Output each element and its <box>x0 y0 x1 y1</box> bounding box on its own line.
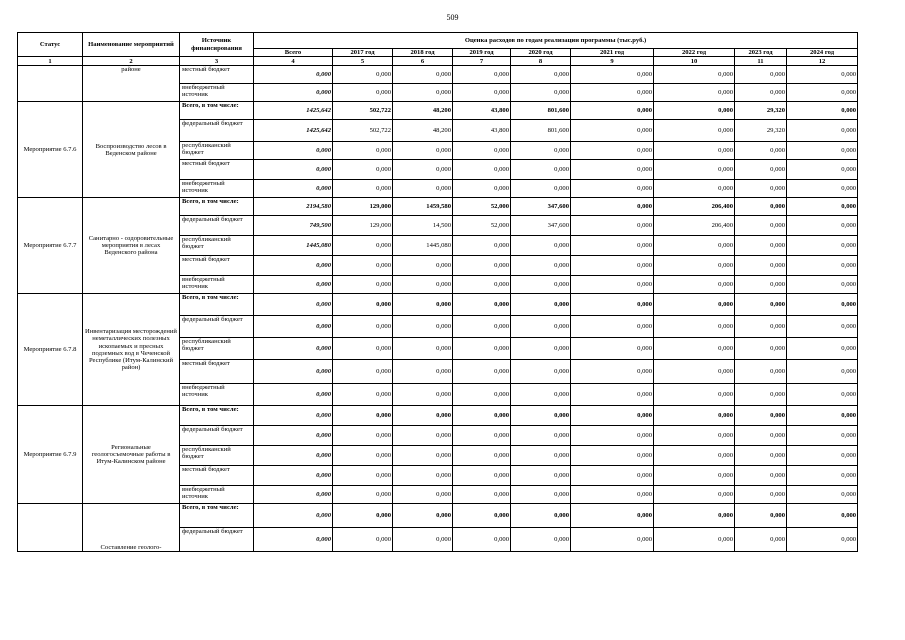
funding-source-cell: федеральный бюджет <box>180 120 254 142</box>
year-value-cell: 0,000 <box>511 294 571 316</box>
year-value-cell: 0,000 <box>453 486 511 504</box>
year-value-cell: 0,000 <box>654 276 735 294</box>
header-year: 2019 год <box>453 49 511 57</box>
year-value-cell: 48,200 <box>393 102 453 120</box>
measure-name-cell: Инвентаризация месторождений неметаллических полезных ископаемых и пресных подземных вод в Чеченской Республике (Итум-Калинский район) <box>83 294 180 406</box>
year-value-cell: 0,000 <box>393 276 453 294</box>
year-value-cell: 0,000 <box>453 276 511 294</box>
year-value-cell: 0,000 <box>735 528 787 552</box>
year-value-cell: 0,000 <box>735 360 787 384</box>
total-value-cell: 0,000 <box>254 84 333 102</box>
year-value-cell: 0,000 <box>453 256 511 276</box>
funding-source-cell: федеральный бюджет <box>180 216 254 236</box>
year-value-cell: 0,000 <box>393 180 453 198</box>
year-value-cell: 0,000 <box>735 160 787 180</box>
year-value-cell: 129,000 <box>333 216 393 236</box>
total-value-cell: 0,000 <box>254 446 333 466</box>
year-value-cell: 0,000 <box>453 384 511 406</box>
year-value-cell: 347,600 <box>511 198 571 216</box>
year-value-cell: 0,000 <box>735 406 787 426</box>
column-number: 4 <box>254 57 333 66</box>
funding-source-cell: местный бюджет <box>180 466 254 486</box>
total-value-cell: 0,000 <box>254 142 333 160</box>
year-value-cell: 0,000 <box>787 276 858 294</box>
year-value-cell: 0,000 <box>333 466 393 486</box>
measure-name-cell: районе <box>83 66 180 102</box>
funding-source-cell: республиканский бюджет <box>180 446 254 466</box>
year-value-cell: 0,000 <box>511 466 571 486</box>
funding-source-cell: местный бюджет <box>180 256 254 276</box>
year-value-cell: 0,000 <box>571 504 654 528</box>
year-value-cell: 0,000 <box>453 466 511 486</box>
year-value-cell: 0,000 <box>511 236 571 256</box>
total-value-cell: 0,000 <box>254 384 333 406</box>
total-value-cell: 0,000 <box>254 406 333 426</box>
year-value-cell: 0,000 <box>787 102 858 120</box>
measure-name-cell: Составление геолого- <box>83 504 180 552</box>
year-value-cell: 0,000 <box>393 256 453 276</box>
year-value-cell: 0,000 <box>735 294 787 316</box>
year-value-cell: 0,000 <box>511 316 571 338</box>
year-value-cell: 0,000 <box>333 360 393 384</box>
year-value-cell: 0,000 <box>787 216 858 236</box>
column-number: 2 <box>83 57 180 66</box>
year-value-cell: 0,000 <box>735 338 787 360</box>
year-value-cell: 0,000 <box>393 294 453 316</box>
year-value-cell: 0,000 <box>511 406 571 426</box>
year-value-cell: 0,000 <box>654 236 735 256</box>
year-value-cell: 0,000 <box>333 338 393 360</box>
year-value-cell: 0,000 <box>735 180 787 198</box>
header-year: 2017 год <box>333 49 393 57</box>
header-year: 2023 год <box>735 49 787 57</box>
funding-source-cell: Всего, в том числе: <box>180 294 254 316</box>
header-year: 2020 год <box>511 49 571 57</box>
total-value-cell: 1445,080 <box>254 236 333 256</box>
year-value-cell: 502,722 <box>333 102 393 120</box>
funding-source-cell: федеральный бюджет <box>180 528 254 552</box>
header-year: 2024 год <box>787 49 858 57</box>
funding-source-cell: местный бюджет <box>180 66 254 84</box>
year-value-cell: 0,000 <box>393 446 453 466</box>
year-value-cell: 0,000 <box>735 256 787 276</box>
year-value-cell: 0,000 <box>654 528 735 552</box>
year-value-cell: 0,000 <box>571 338 654 360</box>
year-value-cell: 801,600 <box>511 102 571 120</box>
year-value-cell: 0,000 <box>571 466 654 486</box>
year-value-cell: 0,000 <box>453 360 511 384</box>
expenditure-table <box>17 32 858 552</box>
total-value-cell: 2194,580 <box>254 198 333 216</box>
year-value-cell: 0,000 <box>453 504 511 528</box>
funding-source-cell: Всего, в том числе: <box>180 406 254 426</box>
year-value-cell: 0,000 <box>393 426 453 446</box>
column-number: 10 <box>654 57 735 66</box>
year-value-cell: 52,000 <box>453 216 511 236</box>
year-value-cell: 206,400 <box>654 198 735 216</box>
year-value-cell: 0,000 <box>654 256 735 276</box>
year-value-cell: 0,000 <box>735 276 787 294</box>
year-value-cell: 0,000 <box>511 66 571 84</box>
year-value-cell: 0,000 <box>654 160 735 180</box>
status-cell <box>18 66 83 102</box>
table-row <box>18 504 858 528</box>
year-value-cell: 0,000 <box>787 528 858 552</box>
year-value-cell: 29,320 <box>735 102 787 120</box>
year-value-cell: 0,000 <box>735 142 787 160</box>
year-value-cell: 43,800 <box>453 102 511 120</box>
total-value-cell: 0,000 <box>254 316 333 338</box>
total-value-cell: 0,000 <box>254 180 333 198</box>
header-source: Источник финансирования <box>180 33 254 57</box>
funding-source-cell: местный бюджет <box>180 360 254 384</box>
year-value-cell: 0,000 <box>511 384 571 406</box>
year-value-cell: 0,000 <box>453 338 511 360</box>
column-number: 6 <box>393 57 453 66</box>
year-value-cell: 0,000 <box>654 486 735 504</box>
year-value-cell: 0,000 <box>654 360 735 384</box>
year-value-cell: 0,000 <box>787 236 858 256</box>
year-value-cell: 48,200 <box>393 120 453 142</box>
header-year: 2022 год <box>654 49 735 57</box>
status-cell: Мероприятие 6.7.8 <box>18 294 83 406</box>
year-value-cell: 0,000 <box>453 294 511 316</box>
year-value-cell: 0,000 <box>571 236 654 256</box>
measure-name-cell: Региональные геологосъемочные работы в Итум-Калинском районе <box>83 406 180 504</box>
year-value-cell: 0,000 <box>571 84 654 102</box>
year-value-cell: 0,000 <box>571 256 654 276</box>
year-value-cell: 0,000 <box>571 316 654 338</box>
year-value-cell: 0,000 <box>735 198 787 216</box>
year-value-cell: 0,000 <box>571 294 654 316</box>
year-value-cell: 0,000 <box>511 504 571 528</box>
year-value-cell: 0,000 <box>654 384 735 406</box>
year-value-cell: 0,000 <box>393 504 453 528</box>
year-value-cell: 0,000 <box>393 338 453 360</box>
year-value-cell: 0,000 <box>393 406 453 426</box>
funding-source-cell: Всего, в том числе: <box>180 504 254 528</box>
year-value-cell: 0,000 <box>654 426 735 446</box>
year-value-cell: 0,000 <box>453 528 511 552</box>
table-row <box>18 294 858 316</box>
year-value-cell: 0,000 <box>393 486 453 504</box>
year-value-cell: 0,000 <box>511 142 571 160</box>
year-value-cell: 0,000 <box>511 276 571 294</box>
total-value-cell: 0,000 <box>254 360 333 384</box>
year-value-cell: 0,000 <box>654 316 735 338</box>
total-value-cell: 1425,642 <box>254 102 333 120</box>
year-value-cell: 0,000 <box>571 406 654 426</box>
year-value-cell: 502,722 <box>333 120 393 142</box>
total-value-cell: 0,000 <box>254 486 333 504</box>
year-value-cell: 0,000 <box>654 120 735 142</box>
total-value-cell: 1425,642 <box>254 120 333 142</box>
year-value-cell: 0,000 <box>333 84 393 102</box>
year-value-cell: 0,000 <box>333 142 393 160</box>
column-number: 3 <box>180 57 254 66</box>
year-value-cell: 0,000 <box>333 446 393 466</box>
year-value-cell: 43,800 <box>453 120 511 142</box>
year-value-cell: 0,000 <box>333 236 393 256</box>
year-value-cell: 0,000 <box>735 446 787 466</box>
year-value-cell: 0,000 <box>511 338 571 360</box>
year-value-cell: 0,000 <box>787 294 858 316</box>
year-value-cell: 0,000 <box>571 276 654 294</box>
funding-source-cell: местный бюджет <box>180 160 254 180</box>
year-value-cell: 0,000 <box>333 504 393 528</box>
year-value-cell: 0,000 <box>654 102 735 120</box>
year-value-cell: 0,000 <box>571 198 654 216</box>
table-row <box>18 66 858 84</box>
funding-source-cell: республиканский бюджет <box>180 338 254 360</box>
column-number: 9 <box>571 57 654 66</box>
year-value-cell: 0,000 <box>571 180 654 198</box>
year-value-cell: 0,000 <box>787 160 858 180</box>
year-value-cell: 0,000 <box>654 180 735 198</box>
total-value-cell: 0,000 <box>254 294 333 316</box>
year-value-cell: 0,000 <box>735 426 787 446</box>
year-value-cell: 0,000 <box>654 142 735 160</box>
year-value-cell: 0,000 <box>654 446 735 466</box>
year-value-cell: 0,000 <box>511 528 571 552</box>
measure-name-cell: Воспроизводство лесов в Веденском районе <box>83 102 180 198</box>
header-total: Всего <box>254 49 333 57</box>
column-number: 5 <box>333 57 393 66</box>
year-value-cell: 52,000 <box>453 198 511 216</box>
total-value-cell: 0,000 <box>254 160 333 180</box>
table-row <box>18 406 858 426</box>
page-number: 509 <box>446 13 459 22</box>
funding-source-cell: Всего, в том числе: <box>180 198 254 216</box>
total-value-cell: 0,000 <box>254 66 333 84</box>
year-value-cell: 0,000 <box>571 486 654 504</box>
year-value-cell: 0,000 <box>333 486 393 504</box>
funding-source-cell: внебюджетный источник <box>180 384 254 406</box>
year-value-cell: 0,000 <box>453 316 511 338</box>
year-value-cell: 0,000 <box>453 180 511 198</box>
year-value-cell: 0,000 <box>735 236 787 256</box>
column-number: 11 <box>735 57 787 66</box>
column-number: 7 <box>453 57 511 66</box>
year-value-cell: 0,000 <box>511 180 571 198</box>
year-value-cell: 347,600 <box>511 216 571 236</box>
measure-name-cell: Санитарно - оздоровительные мероприятия в лесах Веденского района <box>83 198 180 294</box>
year-value-cell: 0,000 <box>654 66 735 84</box>
funding-source-cell: республиканский бюджет <box>180 142 254 160</box>
year-value-cell: 0,000 <box>511 84 571 102</box>
year-value-cell: 0,000 <box>654 406 735 426</box>
header-name: Наименование мероприятий <box>83 33 180 57</box>
year-value-cell: 0,000 <box>654 84 735 102</box>
year-value-cell: 0,000 <box>453 426 511 446</box>
year-value-cell: 0,000 <box>787 120 858 142</box>
year-value-cell: 0,000 <box>393 360 453 384</box>
year-value-cell: 0,000 <box>735 66 787 84</box>
year-value-cell: 0,000 <box>393 142 453 160</box>
year-value-cell: 801,600 <box>511 120 571 142</box>
year-value-cell: 0,000 <box>571 384 654 406</box>
year-value-cell: 0,000 <box>453 160 511 180</box>
total-value-cell: 0,000 <box>254 528 333 552</box>
year-value-cell: 129,000 <box>333 198 393 216</box>
year-value-cell: 0,000 <box>571 102 654 120</box>
funding-source-cell: внебюджетный источник <box>180 276 254 294</box>
total-value-cell: 749,500 <box>254 216 333 236</box>
year-value-cell: 0,000 <box>787 316 858 338</box>
year-value-cell: 0,000 <box>654 338 735 360</box>
year-value-cell: 0,000 <box>393 466 453 486</box>
year-value-cell: 0,000 <box>571 360 654 384</box>
column-number: 12 <box>787 57 858 66</box>
year-value-cell: 0,000 <box>787 360 858 384</box>
total-value-cell: 0,000 <box>254 256 333 276</box>
year-value-cell: 0,000 <box>453 406 511 426</box>
year-value-cell: 0,000 <box>787 142 858 160</box>
year-value-cell: 0,000 <box>571 120 654 142</box>
year-value-cell: 0,000 <box>393 316 453 338</box>
year-value-cell: 0,000 <box>735 316 787 338</box>
total-value-cell: 0,000 <box>254 276 333 294</box>
total-value-cell: 0,000 <box>254 426 333 446</box>
year-value-cell: 0,000 <box>787 446 858 466</box>
year-value-cell: 0,000 <box>511 160 571 180</box>
total-value-cell: 0,000 <box>254 504 333 528</box>
year-value-cell: 0,000 <box>393 84 453 102</box>
funding-source-cell: федеральный бюджет <box>180 316 254 338</box>
header-year: 2018 год <box>393 49 453 57</box>
funding-source-cell: республиканский бюджет <box>180 236 254 256</box>
year-value-cell: 0,000 <box>333 316 393 338</box>
year-value-cell: 0,000 <box>453 66 511 84</box>
year-value-cell: 29,320 <box>735 120 787 142</box>
year-value-cell: 0,000 <box>453 236 511 256</box>
year-value-cell: 0,000 <box>654 504 735 528</box>
year-value-cell: 0,000 <box>333 180 393 198</box>
year-value-cell: 0,000 <box>787 504 858 528</box>
total-value-cell: 0,000 <box>254 338 333 360</box>
year-value-cell: 14,500 <box>393 216 453 236</box>
year-value-cell: 0,000 <box>735 384 787 406</box>
year-value-cell: 0,000 <box>571 66 654 84</box>
year-value-cell: 0,000 <box>393 160 453 180</box>
year-value-cell: 1459,580 <box>393 198 453 216</box>
year-value-cell: 0,000 <box>735 486 787 504</box>
year-value-cell: 0,000 <box>735 466 787 486</box>
year-value-cell: 0,000 <box>735 84 787 102</box>
year-value-cell: 0,000 <box>787 426 858 446</box>
year-value-cell: 0,000 <box>393 384 453 406</box>
year-value-cell: 0,000 <box>571 446 654 466</box>
year-value-cell: 206,400 <box>654 216 735 236</box>
year-value-cell: 0,000 <box>453 84 511 102</box>
total-value-cell: 0,000 <box>254 466 333 486</box>
column-number: 1 <box>18 57 83 66</box>
status-cell: Мероприятие 6.7.9 <box>18 406 83 504</box>
year-value-cell: 0,000 <box>333 528 393 552</box>
year-value-cell: 0,000 <box>787 180 858 198</box>
year-value-cell: 0,000 <box>735 504 787 528</box>
year-value-cell: 0,000 <box>511 256 571 276</box>
year-value-cell: 1445,080 <box>393 236 453 256</box>
year-value-cell: 0,000 <box>571 142 654 160</box>
year-value-cell: 0,000 <box>333 406 393 426</box>
status-cell: Мероприятие 6.7.6 <box>18 102 83 198</box>
table-row <box>18 198 858 216</box>
column-number: 8 <box>511 57 571 66</box>
year-value-cell: 0,000 <box>654 294 735 316</box>
year-value-cell: 0,000 <box>393 66 453 84</box>
year-value-cell: 0,000 <box>511 426 571 446</box>
year-value-cell: 0,000 <box>787 66 858 84</box>
year-value-cell: 0,000 <box>511 486 571 504</box>
year-value-cell: 0,000 <box>333 384 393 406</box>
year-value-cell: 0,000 <box>511 446 571 466</box>
funding-source-cell: внебюджетный источник <box>180 84 254 102</box>
year-value-cell: 0,000 <box>571 216 654 236</box>
year-value-cell: 0,000 <box>787 466 858 486</box>
year-value-cell: 0,000 <box>333 294 393 316</box>
header-status: Статус <box>18 33 83 57</box>
year-value-cell: 0,000 <box>787 384 858 406</box>
status-cell: Мероприятие 6.7.7 <box>18 198 83 294</box>
year-value-cell: 0,000 <box>735 216 787 236</box>
year-value-cell: 0,000 <box>787 338 858 360</box>
year-value-cell: 0,000 <box>787 256 858 276</box>
year-value-cell: 0,000 <box>333 256 393 276</box>
table-row <box>18 102 858 120</box>
year-value-cell: 0,000 <box>787 406 858 426</box>
year-value-cell: 0,000 <box>453 142 511 160</box>
status-cell <box>18 504 83 552</box>
funding-source-cell: федеральный бюджет <box>180 426 254 446</box>
year-value-cell: 0,000 <box>453 446 511 466</box>
year-value-cell: 0,000 <box>333 66 393 84</box>
year-value-cell: 0,000 <box>654 466 735 486</box>
funding-source-cell: Всего, в том числе: <box>180 102 254 120</box>
year-value-cell: 0,000 <box>787 84 858 102</box>
year-value-cell: 0,000 <box>787 486 858 504</box>
year-value-cell: 0,000 <box>787 198 858 216</box>
year-value-cell: 0,000 <box>571 528 654 552</box>
year-value-cell: 0,000 <box>333 160 393 180</box>
year-value-cell: 0,000 <box>571 426 654 446</box>
year-value-cell: 0,000 <box>571 160 654 180</box>
year-value-cell: 0,000 <box>511 360 571 384</box>
header-estimate: Оценка расходов по годам реализации программы (тыс.руб.) <box>254 33 858 49</box>
year-value-cell: 0,000 <box>333 276 393 294</box>
year-value-cell: 0,000 <box>333 426 393 446</box>
funding-source-cell: внебюджетный источник <box>180 180 254 198</box>
funding-source-cell: внебюджетный источник <box>180 486 254 504</box>
header-year: 2021 год <box>571 49 654 57</box>
year-value-cell: 0,000 <box>393 528 453 552</box>
